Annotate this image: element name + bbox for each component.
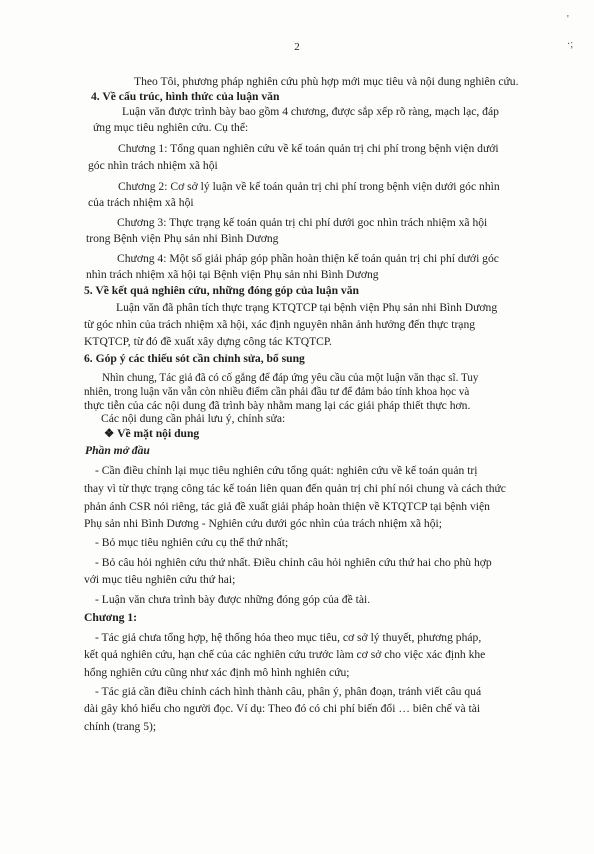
paragraph-line: Luận văn được trình bày bao gồm 4 chương, được sắp xếp rõ ràng, mạch lạc, đáp [122,105,499,118]
paragraph-line: thực tiễn của các nội dung đã trình bày nhằm mang lại các giải pháp thiết thực hơn. [84,399,471,412]
paragraph-line: thay vì từ thực trạng công tác kế toán liên quan đến quản trị chi phí nói chung và cách thức [84,482,506,495]
paragraph-line: nhìn trách nhiệm xã hội tại Bệnh viện Phụ sản nhi Bình Dương [86,268,379,281]
paragraph-line: dài gây khó hiểu cho người đọc. Ví dụ: Theo đó có chi phí biến đổi … biên chế và tài [84,702,481,715]
section-heading: 5. Về kết quả nghiên cứu, những đóng góp của luận văn [84,284,359,297]
paragraph-line: Các nội dung cần phải lưu ý, chỉnh sửa: [101,412,286,425]
paragraph-line: KTQTCP, từ đó đề xuất xây dựng công tác KTQTCP. [84,335,332,348]
paragraph-line: phản ánh CSR nói riêng, tác giả đề xuất giải pháp hoàn thiện về KTQTCP tại bệnh viện [84,500,490,513]
scan-mark: ·; [567,39,574,50]
list-item: - Bỏ mục tiêu nghiên cứu cụ thể thứ nhất; [95,536,289,549]
subsection-heading: Phần mở đầu [85,444,150,457]
section-heading: 6. Góp ý các thiếu sót cần chỉnh sửa, bổ sung [84,352,305,365]
paragraph-line: Theo Tôi, phương pháp nghiên cứu phù hợp mới mục tiêu và nội dung nghiên cứu. [134,75,519,88]
paragraph-line: nhiên, trong luận văn vẫn còn nhiều điểm cần phải đầu tư để đảm bảo tính khoa học và [84,386,470,398]
paragraph-line: kết quả nghiên cứu, hạn chế của các nghiên cứu trước làm cơ sở cho việc xác định khe [84,648,486,661]
list-item: - Luận văn chưa trình bày được những đóng góp của đề tài. [95,593,371,606]
list-item: - Tác giả cần điều chỉnh cách hình thành câu, phân ý, phân đoạn, tránh viết câu quá [95,685,482,698]
paragraph-line: ứng mục tiêu nghiên cứu. Cụ thể: [93,121,249,134]
paragraph-line: Luận văn đã phân tích thực trạng KTQTCP tại bệnh viện Phụ sản nhi Bình Dương [116,301,498,314]
paragraph-line: Chương 2: Cơ sở lý luận về kế toán quản trị chi phí trong bệnh viện dưới góc nhìn [118,180,500,193]
page-number: 2 [294,41,300,53]
list-item: - Tác giả chưa tổng hợp, hệ thống hóa theo mục tiêu, cơ sở lý thuyết, phương pháp, [95,631,482,644]
paragraph-line: Chương 4: Một số giải pháp góp phần hoàn thiện kế toán quản trị chi phí dưới góc [117,252,499,265]
scan-mark: ' [567,14,569,25]
paragraph-line: trong Bệnh viện Phụ sản nhi Bình Dương [86,232,279,245]
paragraph-line: góc nhìn trách nhiệm xã hội [88,159,218,172]
paragraph-line: từ góc nhìn của trách nhiệm xã hội, xác định nguyên nhân ảnh hưởng đến thực trạng [84,318,476,331]
paragraph-line: với mục tiêu nghiên cứu thứ hai; [84,573,236,586]
paragraph-line: Chương 3: Thực trạng kế toán quản trị chi phí dưới goc nhìn trách nhiệm xã hội [117,216,488,229]
subsection-heading: ❖ Về mặt nội dung [104,427,200,440]
paragraph-line: Chương 1: Tổng quan nghiên cứu về kế toán quản trị chi phí trong bệnh viện dưới [118,142,499,155]
paragraph-line: chính (trang 5); [84,720,157,733]
paragraph-line: của trách nhiệm xã hội [88,196,194,209]
paragraph-line: Phụ sản nhi Bình Dương - Nghiên cứu dưới góc nhìn của trách nhiệm xã hội; [84,517,442,530]
subsection-heading: Chương 1: [84,611,137,624]
section-heading: 4. Về cấu trúc, hình thức của luận văn [91,90,280,103]
paragraph-line: Nhìn chung, Tác giả đã có cố gắng để đáp ứng yêu cầu của một luận văn thạc sĩ. Tuy [102,372,479,384]
list-item: - Bỏ câu hỏi nghiên cứu thứ nhất. Điều chỉnh câu hỏi nghiên cứu thứ hai cho phù hợp [95,556,492,569]
list-item: - Cần điều chỉnh lại mục tiêu nghiên cứu tổng quát: nghiên cứu về kế toán quản trị [95,464,478,477]
paragraph-line: hổng nghiên cứu cũng như xác định mô hình nghiên cứu; [84,666,350,679]
